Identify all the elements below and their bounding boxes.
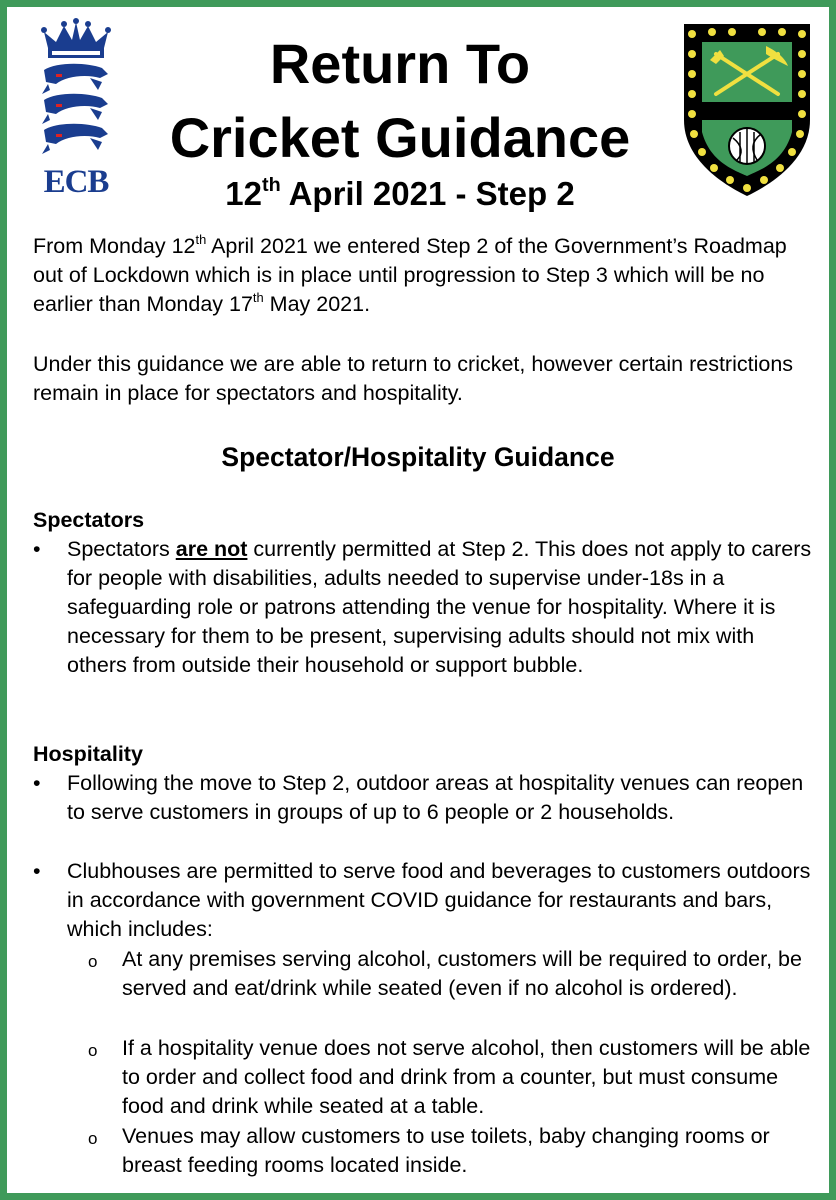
- title-line-1: Return To: [269, 32, 531, 95]
- title-line-2: Cricket Guidance: [169, 106, 631, 169]
- bullet-mark: •: [33, 771, 41, 795]
- ecb-logo-text: ECB: [43, 164, 109, 200]
- intro-paragraph-2: Under this guidance we are able to return to cricket, however certain restrictions remain in place for spectators and hospitality.: [33, 352, 794, 405]
- intro-p1-a: From Monday 12: [33, 234, 196, 258]
- spectators-heading: Spectators: [33, 508, 145, 532]
- subtitle-suffix: th: [261, 174, 281, 197]
- spectators-text-b: currently permitted at Step 2. This does not apply to carers for people with disabilities, adults needed to supervise under-18s in a safeguarding role or patrons attending the venue for hospitality. Where it is necessary for them to be present, supervising adults should not mix with others from outside their household or support bubble.: [67, 537, 812, 677]
- spectators-text-a: Spectators: [67, 537, 176, 561]
- bullet-mark: •: [33, 859, 41, 883]
- spectators-bullet-text: [67, 535, 813, 680]
- intro-p1-b: April 2021 we entered Step 2 of the Government’s Roadmap out of Lockdown which is in place until progression to Step 3 which will be no earlier than Monday 17: [33, 234, 787, 316]
- section-title: Spectator/Hospitality Guidance: [221, 442, 615, 472]
- bullet-mark: •: [33, 537, 41, 561]
- intro-p1-sup2: th: [252, 289, 264, 305]
- intro-p1-c: May 2021.: [263, 292, 371, 316]
- intro-paragraph-1: [33, 232, 813, 319]
- subtitle-rest: April 2021 - Step 2: [280, 175, 575, 212]
- hospitality-bullet-1-text: Following the move to Step 2, outdoor areas at hospitality venues can reopen to serve customers in groups of up to 6 people or 2 households.: [67, 771, 804, 824]
- hospitality-bullet-2-text: Clubhouses are permitted to serve food and beverages to customers outdoors in accordance with government COVID guidance for restaurants and bars, which includes:: [67, 859, 811, 941]
- subtitle: [130, 174, 670, 214]
- spectators-emphasis: are not: [175, 537, 248, 561]
- hospitality-heading: Hospitality: [33, 742, 143, 766]
- hospitality-sub-2-text: If a hospitality venue does not serve alcohol, then customers will be able to order and collect food and drink from a counter, but must consume food and drink while seated at a table.: [122, 1036, 811, 1118]
- subtitle-day: 12: [225, 175, 262, 212]
- sub-bullet-mark: o: [88, 1129, 98, 1148]
- hospitality-sub-3-text: Venues may allow customers to use toilets, baby changing rooms or breast feeding rooms located inside.: [122, 1124, 770, 1177]
- intro-p1-sup1: th: [195, 231, 207, 247]
- sub-bullet-mark: o: [88, 952, 98, 971]
- sub-bullet-mark: o: [88, 1041, 98, 1060]
- club-shield-logo: [680, 20, 814, 200]
- hospitality-sub-1-text: At any premises serving alcohol, customers will be required to order, be served and eat/drink while seated (even if no alcohol is ordered).: [122, 947, 802, 1000]
